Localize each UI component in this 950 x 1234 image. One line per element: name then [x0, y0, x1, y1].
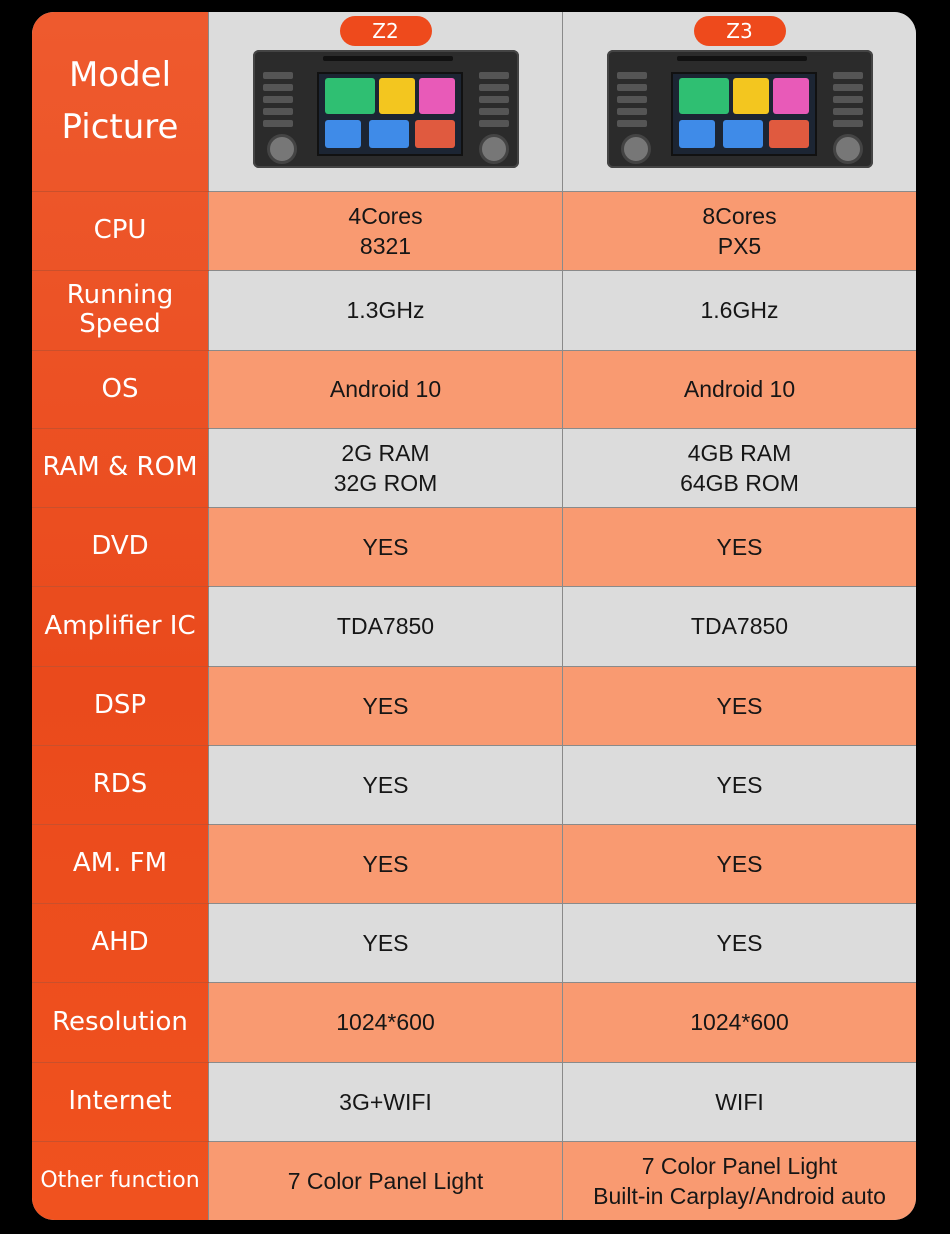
- model-z3-cell: [563, 12, 917, 191]
- z2-value: 7 Color Panel Light: [209, 1141, 563, 1220]
- z3-value: Android 10: [563, 350, 917, 428]
- z3-value: 8Cores PX5: [563, 191, 917, 270]
- z2-value: YES: [209, 745, 563, 824]
- model-badge-z3: Z3: [694, 16, 786, 46]
- row-label: CPU: [32, 191, 209, 270]
- row-label: AM. FM: [32, 824, 209, 903]
- row-label: Amplifier IC: [32, 586, 209, 666]
- row-label: AHD: [32, 903, 209, 982]
- z3-value: WIFI: [563, 1062, 917, 1141]
- row-label: DVD: [32, 507, 209, 586]
- car-radio-image: [253, 50, 519, 168]
- z3-value: YES: [563, 903, 917, 982]
- z3-value: 7 Color Panel Light Built-in Carplay/Android auto: [563, 1141, 917, 1220]
- z2-value: YES: [209, 903, 563, 982]
- model-z2-cell: [209, 12, 563, 191]
- z2-value: Android 10: [209, 350, 563, 428]
- row-label: Resolution: [32, 982, 209, 1062]
- z3-value: YES: [563, 745, 917, 824]
- z2-value: YES: [209, 824, 563, 903]
- comparison-table: [32, 12, 916, 1220]
- z2-value: 1024*600: [209, 982, 563, 1062]
- z2-value: 3G+WIFI: [209, 1062, 563, 1141]
- z3-value: TDA7850: [563, 586, 917, 666]
- z2-value: YES: [209, 666, 563, 745]
- model-picture-label: Model Picture: [32, 12, 209, 191]
- row-label: Internet: [32, 1062, 209, 1141]
- z2-value: 4Cores 8321: [209, 191, 563, 270]
- z2-value: 1.3GHz: [209, 270, 563, 350]
- z3-value: YES: [563, 824, 917, 903]
- z2-value: 2G RAM 32G ROM: [209, 428, 563, 507]
- car-radio-image: [607, 50, 873, 168]
- z3-value: 1.6GHz: [563, 270, 917, 350]
- row-label: RDS: [32, 745, 209, 824]
- z2-value: TDA7850: [209, 586, 563, 666]
- row-label: Running Speed: [32, 270, 209, 350]
- z3-value: YES: [563, 507, 917, 586]
- row-label: DSP: [32, 666, 209, 745]
- row-label: OS: [32, 350, 209, 428]
- z2-value: YES: [209, 507, 563, 586]
- row-label: Other function: [32, 1141, 209, 1220]
- z3-value: YES: [563, 666, 917, 745]
- z3-value: 4GB RAM 64GB ROM: [563, 428, 917, 507]
- z3-value: 1024*600: [563, 982, 917, 1062]
- model-badge-z2: Z2: [340, 16, 432, 46]
- row-label: RAM & ROM: [32, 428, 209, 507]
